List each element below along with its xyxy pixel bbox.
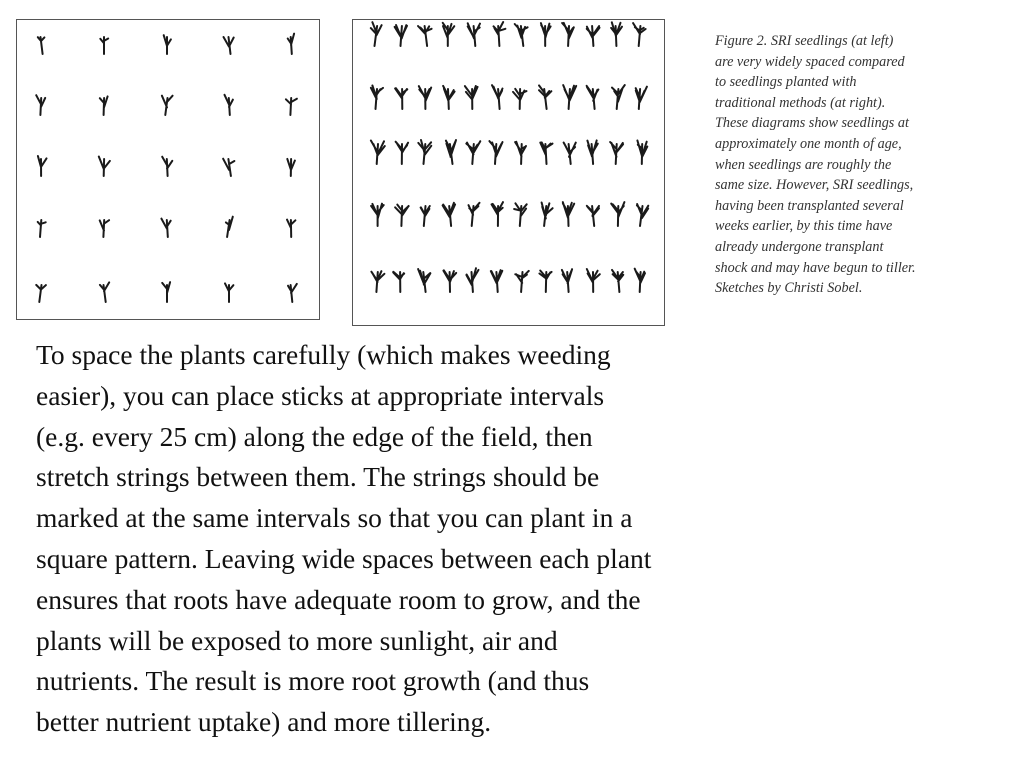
seedling-sri bbox=[225, 95, 233, 115]
seedling-traditional bbox=[587, 206, 599, 226]
body-line: plants will be exposed to more sunlight, air and bbox=[36, 624, 558, 656]
seedling-sri bbox=[36, 285, 46, 302]
seedling-sri bbox=[38, 156, 47, 176]
seedling-traditional bbox=[610, 142, 623, 164]
seedling-traditional bbox=[562, 269, 572, 292]
seedling-sri bbox=[100, 220, 109, 237]
seedling-traditional bbox=[443, 270, 456, 292]
seedling-traditional bbox=[611, 202, 624, 226]
body-line: (e.g. every 25 cm) along the edge of the field, then bbox=[36, 420, 593, 452]
seedling-traditional bbox=[446, 140, 456, 164]
seedling-traditional bbox=[612, 270, 623, 292]
caption-line: Figure 2. SRI seedlings (at left) bbox=[715, 33, 894, 49]
caption-line: are very widely spaced compared bbox=[715, 53, 905, 70]
caption-line: shock and may have begun to tiller. bbox=[715, 259, 916, 276]
body-line: marked at the same intervals so that you can plant in a bbox=[36, 502, 633, 534]
figure-caption bbox=[715, 31, 1015, 299]
seedling-sri bbox=[99, 157, 110, 177]
seedling-traditional bbox=[540, 142, 552, 164]
seedling-traditional bbox=[396, 142, 409, 164]
seedling-traditional bbox=[587, 140, 597, 164]
seedling-sri bbox=[224, 37, 234, 54]
caption-line: same size. However, SRI seedlings, bbox=[715, 177, 914, 194]
seedling-traditional bbox=[469, 203, 480, 226]
seedling-sri bbox=[100, 282, 109, 302]
seedling-traditional bbox=[563, 85, 576, 109]
seedling-sri bbox=[36, 95, 45, 115]
seedling-sri bbox=[162, 96, 173, 115]
seedling-sri bbox=[38, 220, 46, 237]
seedling-traditional bbox=[395, 205, 409, 226]
seedling-traditional bbox=[564, 143, 576, 165]
seedling-traditional bbox=[587, 86, 599, 109]
seedling-traditional bbox=[395, 88, 407, 109]
seedling-traditional bbox=[468, 23, 480, 46]
seedling-traditional bbox=[443, 86, 455, 109]
seedling-traditional bbox=[466, 268, 478, 292]
seedling-traditional bbox=[418, 269, 430, 292]
seedling-traditional bbox=[371, 22, 382, 46]
seedling-traditional bbox=[371, 271, 384, 292]
seedling-traditional bbox=[636, 87, 647, 109]
seedling-traditional bbox=[515, 142, 526, 164]
seedling-traditional bbox=[465, 86, 478, 109]
seedling-traditional bbox=[419, 86, 431, 109]
seedling-sri bbox=[288, 284, 297, 302]
seedling-traditional bbox=[612, 85, 625, 109]
sri-seedlings-diagram bbox=[16, 19, 320, 320]
seedling-traditional bbox=[587, 26, 600, 46]
seedling-sri bbox=[100, 37, 108, 54]
seedling-sri bbox=[164, 35, 171, 54]
seedling-traditional bbox=[563, 202, 574, 226]
seedling-traditional bbox=[492, 202, 504, 226]
seedling-traditional bbox=[443, 203, 456, 226]
body-line: To space the plants carefully (which makes weeding bbox=[36, 339, 611, 370]
traditional-seedlings-sketch bbox=[353, 20, 664, 325]
seedling-traditional bbox=[494, 22, 506, 46]
seedling-traditional bbox=[371, 141, 385, 165]
body-line: stretch strings between them. The strings should be bbox=[36, 461, 600, 493]
seedling-sri bbox=[288, 34, 294, 54]
seedling-traditional bbox=[443, 23, 455, 46]
caption-line: These diagrams show seedlings at bbox=[715, 115, 909, 132]
seedling-traditional bbox=[418, 140, 431, 164]
seedling-traditional bbox=[466, 141, 480, 164]
seedling-traditional bbox=[587, 269, 600, 292]
caption-line: Sketches by Christi Sobel. bbox=[715, 280, 863, 297]
seedling-sri bbox=[162, 282, 170, 302]
seedling-traditional bbox=[492, 85, 503, 109]
seedling-sri bbox=[226, 217, 233, 237]
seedling-sri bbox=[162, 157, 172, 176]
seedling-traditional bbox=[418, 26, 432, 46]
seedling-sri bbox=[38, 37, 45, 54]
seedling-sri bbox=[287, 159, 295, 176]
seedling-traditional bbox=[562, 23, 574, 46]
seedling-traditional bbox=[637, 204, 648, 226]
seedling-traditional bbox=[633, 23, 646, 46]
seedling-traditional bbox=[611, 22, 622, 46]
seedling-traditional bbox=[421, 206, 430, 226]
seedling-traditional bbox=[393, 272, 404, 292]
seedling-traditional bbox=[371, 204, 384, 226]
seedling-sri bbox=[161, 219, 170, 237]
seedling-traditional bbox=[635, 269, 645, 292]
seedling-traditional bbox=[395, 25, 407, 46]
caption-line: having been transplanted several bbox=[715, 197, 904, 214]
seedling-traditional bbox=[371, 86, 383, 110]
seedling-sri bbox=[100, 96, 108, 115]
seedling-traditional bbox=[637, 141, 647, 165]
seedling-sri bbox=[223, 159, 234, 176]
body-paragraph bbox=[36, 335, 836, 743]
body-line: nutrients. The result is more root growth (and thus bbox=[36, 665, 590, 697]
caption-line: traditional methods (at right). bbox=[715, 94, 886, 111]
body-line: easier), you can place sticks at appropriate intervals bbox=[36, 379, 605, 411]
caption-line: approximately one month of age, bbox=[715, 135, 902, 152]
seedling-traditional bbox=[491, 270, 503, 292]
seedling-sri bbox=[286, 98, 297, 115]
seedling-sri bbox=[225, 283, 233, 302]
seedling-traditional bbox=[515, 24, 528, 46]
seedling-traditional bbox=[539, 271, 551, 293]
sri-seedlings-sketch bbox=[17, 20, 319, 319]
seedling-traditional bbox=[542, 203, 553, 227]
body-line: ensures that roots have adequate room to grow, and the bbox=[36, 583, 641, 615]
caption-line: already undergone transplant bbox=[715, 238, 884, 255]
body-line: square pattern. Leaving wide spaces between each plant bbox=[36, 542, 652, 574]
traditional-seedlings-diagram bbox=[352, 19, 665, 326]
caption-line: when seedlings are roughly the bbox=[715, 156, 892, 173]
seedling-sri bbox=[287, 220, 295, 237]
seedling-traditional bbox=[539, 85, 551, 109]
seedling-traditional bbox=[515, 271, 529, 292]
seedling-traditional bbox=[513, 89, 527, 109]
seedling-traditional bbox=[541, 23, 551, 46]
caption-line: weeks earlier, by this time have bbox=[715, 218, 893, 235]
body-line: better nutrient uptake) and more tillering. bbox=[36, 706, 492, 738]
seedling-traditional bbox=[514, 203, 527, 226]
caption-line: to seedlings planted with bbox=[715, 74, 857, 91]
seedling-traditional bbox=[489, 141, 502, 164]
